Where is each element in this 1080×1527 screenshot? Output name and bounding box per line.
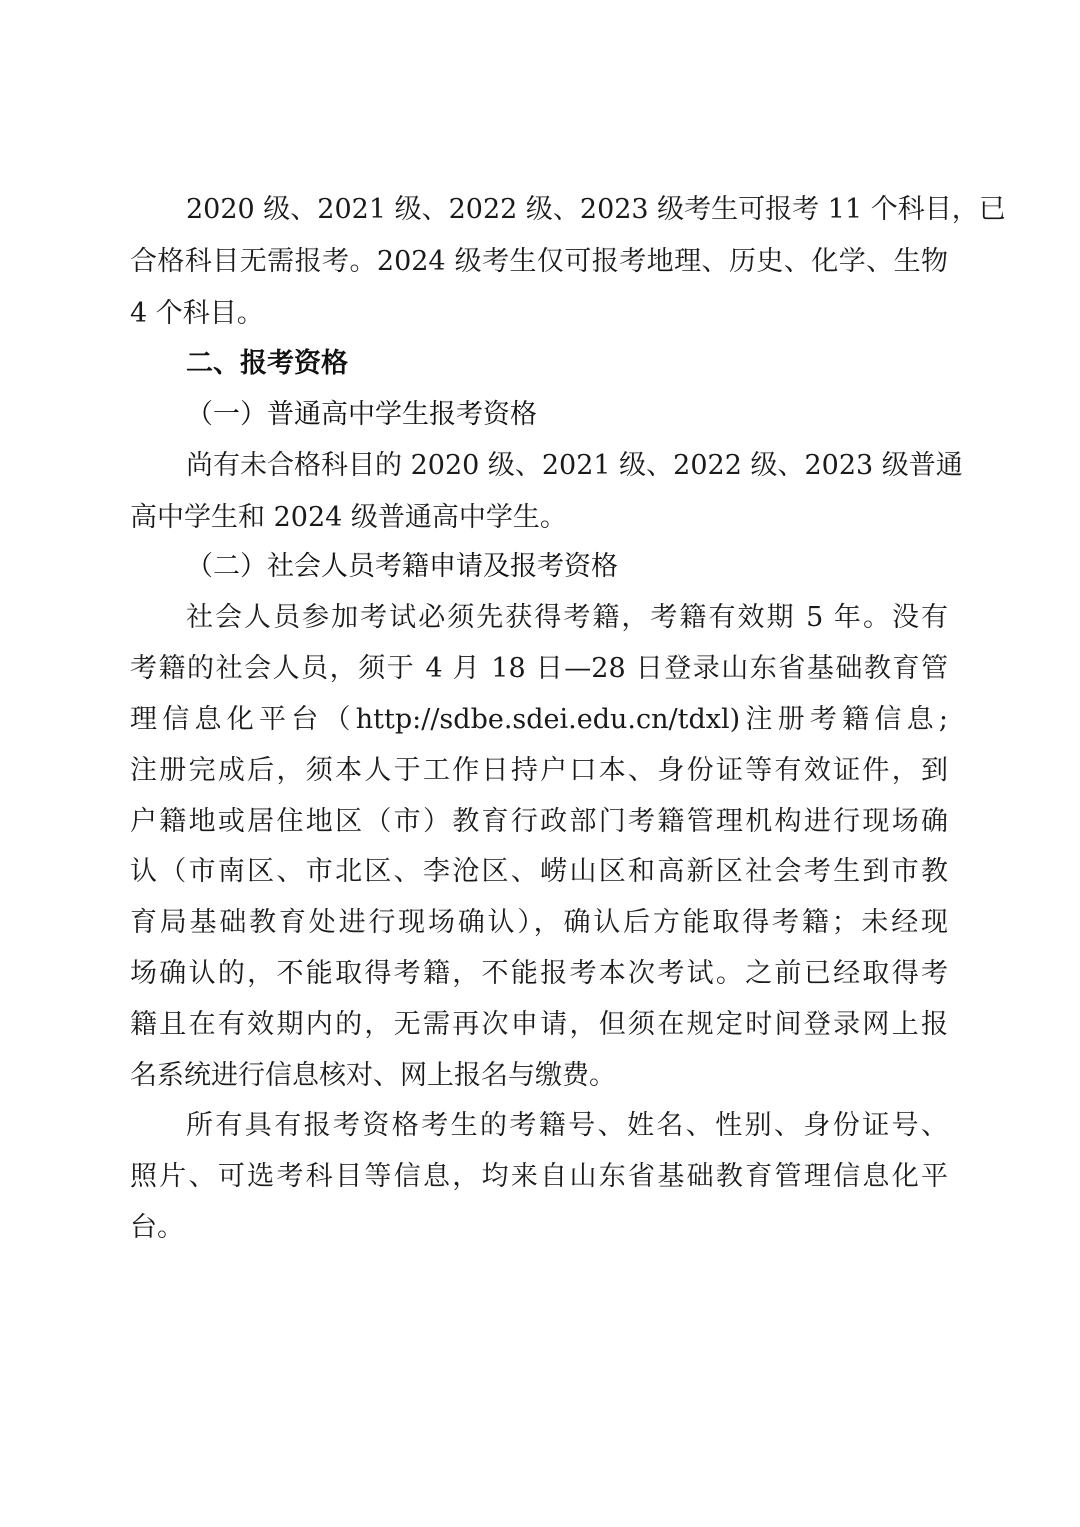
paragraph-4-line-1: 所有具有报考资格考生的考籍号、姓名、性别、身份证号、: [186, 1110, 948, 1141]
paragraph-1-line-1: 2020 级、2021 级、2022 级、2023 级考生可报考 11 个科目，已: [186, 194, 1006, 225]
paragraph-3-line-5: 户籍地或居住地区（市）教育行政部门考籍管理机构进行现场确: [130, 806, 948, 837]
paragraph-4-line-3: 台。: [130, 1212, 184, 1243]
paragraph-3-line-6: 认（市南区、市北区、李沧区、崂山区和高新区社会考生到市教: [130, 856, 948, 887]
paragraph-3-line-9: 籍且在有效期内的，无需再次申请，但须在规定时间登录网上报: [130, 1009, 948, 1040]
paragraph-2-line-2: 高中学生和 2024 级普通高中学生。: [130, 502, 567, 533]
subsection-heading-students: （一）普通高中学生报考资格: [186, 399, 537, 430]
paragraph-3-line-3: 理信息化平台（http://sdbe.sdei.edu.cn/tdxl)注册考籍信息;: [130, 704, 948, 735]
subsection-heading-social: （二）社会人员考籍申请及报考资格: [186, 551, 618, 582]
paragraph-3-line-1: 社会人员参加考试必须先获得考籍，考籍有效期 5 年。没有: [186, 602, 948, 633]
paragraph-3-line-10: 名系统进行信息核对、网上报名与缴费。: [130, 1060, 616, 1091]
paragraph-1-line-2: 合格科目无需报考。2024 级考生仅可报考地理、历史、化学、生物: [130, 246, 948, 277]
paragraph-2-line-1: 尚有未合格科目的 2020 级、2021 级、2022 级、2023 级普通: [186, 450, 963, 481]
paragraph-3-line-2: 考籍的社会人员，须于 4 月 18 日—28 日登录山东省基础教育管: [130, 653, 948, 684]
paragraph-1-line-3: 4 个科目。: [130, 298, 264, 329]
paragraph-3-line-7: 育局基础教育处进行现场确认），确认后方能取得考籍；未经现: [130, 907, 948, 938]
section-heading-eligibility: 二、报考资格: [186, 348, 348, 379]
paragraph-3-line-8: 场确认的，不能取得考籍，不能报考本次考试。之前已经取得考: [130, 958, 948, 989]
paragraph-3-line-4: 注册完成后，须本人于工作日持户口本、身份证等有效证件，到: [130, 755, 948, 786]
paragraph-4-line-2: 照片、可选考科目等信息，均来自山东省基础教育管理信息化平: [130, 1161, 948, 1192]
